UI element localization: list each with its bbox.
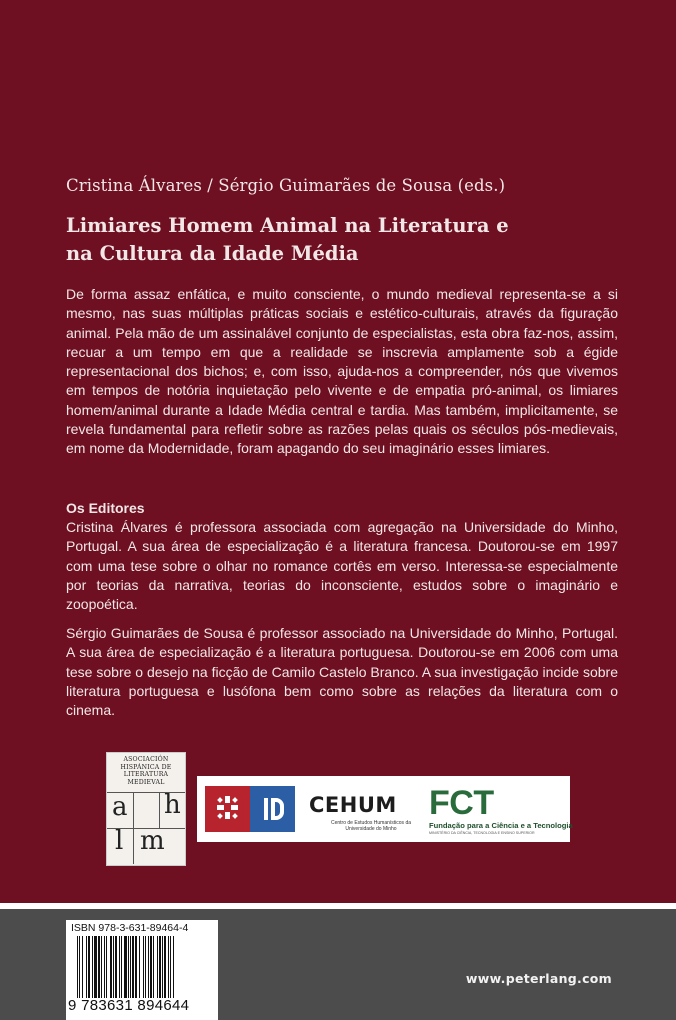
- barcode-bar: [159, 936, 161, 998]
- title-line-1: Limiares Homem Animal na Literatura e: [66, 214, 509, 237]
- ahlm-letters: [107, 790, 185, 864]
- barcode-bar: [110, 936, 112, 998]
- barcode-bar: [121, 936, 122, 998]
- ahlm-line-4: MEDIEVAL: [127, 778, 165, 786]
- barcode-bar: [82, 936, 83, 998]
- barcode-bar: [173, 936, 174, 998]
- fct-ministry: MINISTÉRIO DA CIÊNCIA, TECNOLOGIA E ENSINO SUPERIOR: [429, 831, 535, 835]
- editor-bio-alvares: Cristina Álvares é professora associada com agregação na Universidade do Minho, Portugal. A sua área de especialização é a literatura francesa. Doutorou-se em 1997 com uma tese sobre o olhar no romance cortês em verso. Interessa-se especialmente por teorias da narrativa, teorias do inconsciente, estudos sobre o imaginário e zoopoética.: [66, 519, 618, 613]
- barcode-bar: [115, 936, 117, 998]
- barcode-bar: [128, 936, 129, 998]
- barcode-bar: [119, 936, 120, 998]
- barcode-bar: [150, 936, 152, 998]
- barcode-bar: [104, 936, 105, 998]
- fct-logo: FCT: [429, 784, 494, 822]
- ahlm-name: [107, 753, 185, 793]
- ahlm-letter-m: m: [140, 826, 165, 856]
- ahlm-logo: [106, 752, 186, 866]
- isbn-block: [66, 920, 218, 1020]
- barcode-bar: [148, 936, 149, 998]
- ahlm-line-3: LITERATURA: [123, 771, 169, 779]
- barcode-bar: [157, 936, 158, 998]
- editors-heading: Os Editores: [66, 500, 145, 516]
- barcode-bar: [92, 936, 93, 998]
- ahlm-line-1: ASOCIACIÓN: [123, 756, 169, 763]
- barcode-bar: [135, 936, 137, 998]
- barcode-bar: [98, 936, 100, 998]
- book-editors: Cristina Álvares / Sérgio Guimarães de Sousa (eds.): [66, 176, 506, 195]
- barcode-bar: [145, 936, 146, 998]
- barcode-bar: [162, 936, 163, 998]
- title-line-2: na Cultura da Idade Média: [66, 242, 359, 265]
- ahlm-letter-h: h: [164, 790, 181, 820]
- ahlm-divider: [159, 793, 160, 829]
- ahlm-divider: [133, 793, 134, 864]
- ahlm-letter-l: l: [115, 826, 124, 856]
- barcode-bar: [106, 936, 107, 998]
- barcode-bar: [77, 936, 78, 998]
- uminho-emblem-icon: [205, 786, 250, 832]
- barcode-bar: [94, 936, 97, 998]
- cehum-logo: CEHUM: [309, 793, 397, 817]
- barcode-digits: 9 783631 894644: [68, 997, 190, 1014]
- footer-divider: [0, 903, 676, 909]
- ahlm-letter-a: a: [112, 792, 128, 822]
- publisher-url[interactable]: www.peterlang.com: [465, 971, 612, 986]
- barcode-bar: [86, 936, 87, 998]
- uminho-logo: [205, 786, 295, 832]
- editor-bio-sousa: Sérgio Guimarães de Sousa é professor associado na Universidade do Minho, Portugal. A sua área de especialização é a literatura portuguesa. Doutorou-se em 2006 com uma tese sobre o desejo na ficção de Camilo Castelo Branco. A sua investigação incide sobre literatura portuguesa e lusófona bem como sobre as relações da literatura com o cinema.: [66, 625, 618, 719]
- barcode-bar: [130, 936, 131, 998]
- sponsor-logos: [197, 776, 573, 842]
- barcode-bar: [88, 936, 90, 998]
- barcode-bar: [79, 936, 80, 998]
- book-title: [66, 212, 626, 268]
- uminho-red-block: [205, 786, 250, 832]
- uminho-blue-block: [250, 786, 295, 832]
- barcode-bar: [168, 936, 169, 998]
- barcode-icon: [77, 936, 214, 998]
- barcode-bar: [113, 936, 114, 998]
- ahlm-line-2: HISPÁNICA DE: [120, 763, 172, 771]
- uminho-symbol-icon: [250, 786, 295, 832]
- barcode-bar: [139, 936, 140, 998]
- book-blurb: De forma assaz enfática, e muito consciente, o mundo medieval representa-se a si mesmo, nas suas múltiplas práticas sociais e estético-culturais, através da figuração animal. Pela mão de um assinalável conjunto de especialistas, esta obra faz-nos, assim, recuar a um tempo em que a realidade se inscrevia amplamente sob a égide representacional dos bichos; e, com isso, ajuda-nos a compreender, nós que vivemos em tempos de notória inquietação pelo vivente e de empatia pró-animal, os limiares homem/animal durante a Idade Média central e tardia. Mas também, implicitamente, se revela fundamental para refletir sobre as razões pelas quais os séculos pós-medievais, em nome da Modernidade, foram apagando do seu imaginário esses limiares.: [66, 286, 618, 457]
- barcode-bar: [170, 936, 171, 998]
- barcode-bar: [143, 936, 144, 998]
- barcode-bar: [153, 936, 154, 998]
- cehum-subtitle: Centro de Estudos Humanísticos da Universidade do Minho: [330, 820, 412, 832]
- fct-subtitle: Fundação para a Ciência e a Tecnologia: [429, 821, 573, 830]
- barcode-bar: [101, 936, 102, 998]
- barcode-bar: [132, 936, 134, 998]
- isbn-label: ISBN 978-3-631-89464-4: [71, 922, 189, 934]
- barcode-bar: [124, 936, 127, 998]
- barcode-bar: [164, 936, 166, 998]
